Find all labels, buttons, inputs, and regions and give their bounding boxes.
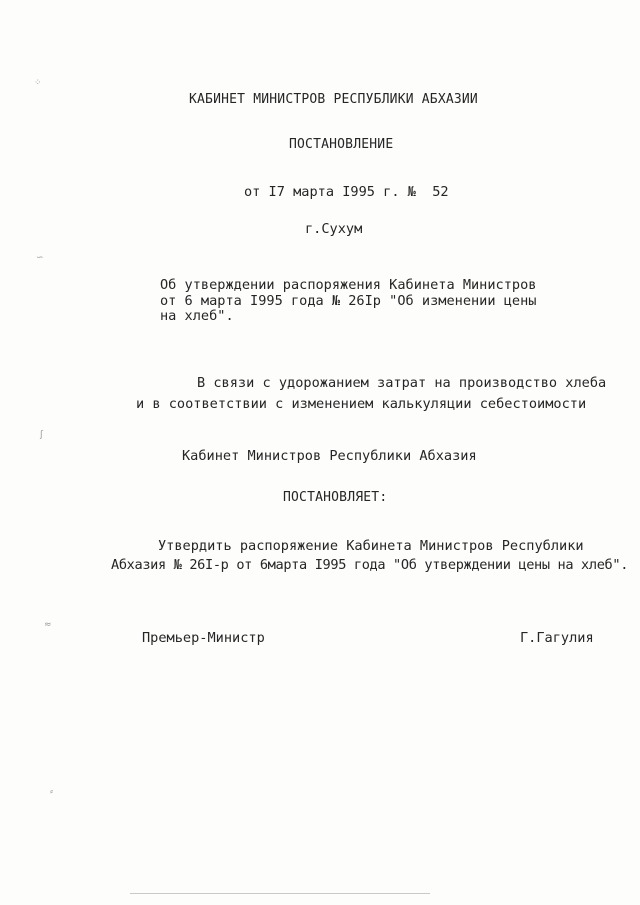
subject-line: от 6 марта I995 года № 26Iр "Об изменении цены <box>160 293 537 309</box>
preamble-line: В связи с удорожанием затрат на производство хлеба <box>197 375 607 391</box>
issuer: Кабинет Министров Республики Абхазия <box>182 448 477 464</box>
preamble-line: и в соответствии с изменением калькуляции себестоимости <box>136 396 587 412</box>
resolution-line: Абхазия № 26I-р от 6марта I995 года "Об утверждении цены на хлеб". <box>111 557 629 573</box>
scan-edge <box>130 893 430 894</box>
signature-title: Премьер-Министр <box>142 630 265 646</box>
document-header: КАБИНЕТ МИНИСТРОВ РЕСПУБЛИКИ АБХАЗИИ <box>189 92 478 107</box>
margin-mark: ∽ <box>36 253 44 263</box>
document-type: ПОСТАНОВЛЕНИЕ <box>289 137 394 152</box>
subject-line: Об утверждении распоряжения Кабинета Министров <box>160 277 537 293</box>
margin-mark: ⁘ <box>34 78 42 88</box>
subject-line: на хлеб". <box>160 308 234 324</box>
margin-mark: ⸗ <box>50 787 53 797</box>
signature-name: Г.Гагулия <box>520 630 594 646</box>
document-place: г.Сухум <box>305 221 363 237</box>
margin-mark: ʃ <box>40 430 44 440</box>
margin-mark: ≈ <box>44 620 52 630</box>
document-date-number: от I7 марта I995 г. № 52 <box>244 184 449 200</box>
resolution-line: Утвердить распоряжение Кабинета Министров Республики <box>158 538 584 554</box>
decree-word: ПОСТАНОВЛЯЕТ: <box>283 490 388 505</box>
